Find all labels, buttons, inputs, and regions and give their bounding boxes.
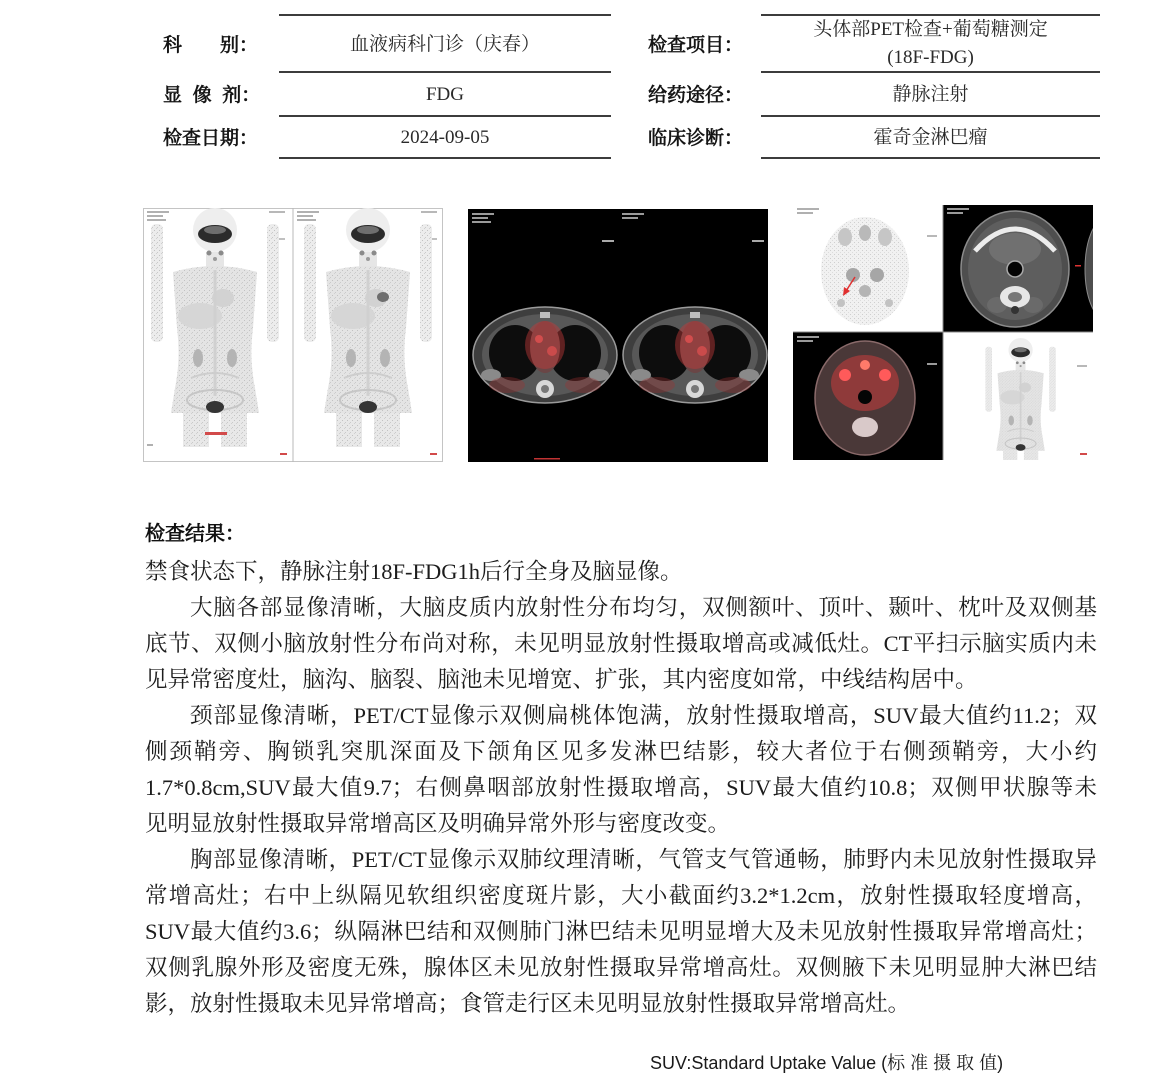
panel-scale-mark	[1077, 365, 1087, 367]
panel-caption-mark	[947, 212, 963, 214]
panel-caption-mark	[147, 211, 169, 213]
suv-footnote: SUV:Standard Uptake Value (标 准 摄 取 值)	[650, 1053, 1004, 1073]
results-line: 禁食状态下，静脉注射18F-FDG1h后行全身及脑显像。	[145, 559, 683, 584]
panel-scale-mark	[927, 235, 937, 237]
vertebra-shape	[852, 417, 878, 437]
results-line: 影，放射性摄取未见异常增高；食管走行区未见明显放射性摄取异常增高灶。	[145, 991, 911, 1016]
panel-scale-mark	[927, 363, 937, 365]
uptake-blob	[878, 228, 892, 246]
tracer-underline	[279, 115, 611, 117]
red-annotation-mark	[205, 432, 227, 435]
chest-axial-fusion-image	[468, 209, 768, 462]
exam-date-value: 2024-09-05	[400, 127, 490, 148]
route-label: 给药途径：	[648, 84, 744, 106]
results-line: 颈部显像清晰，PET/CT显像示双侧扁桃体饱满，放射性摄取增高，SUV最大值约11.2；双	[190, 703, 1097, 728]
red-corner-mark	[430, 453, 437, 455]
results-heading: 检查结果：	[145, 521, 245, 545]
exam-item-value-line-1: 头体部PET检查+葡萄糖测定	[813, 19, 1048, 40]
panel-caption-mark	[297, 219, 316, 221]
department-label: 科 别：	[163, 34, 259, 56]
results-line: 胸部显像清晰，PET/CT显像示双肺纹理清晰，气管支气管通畅，肺野内未见放射性摄取异	[190, 847, 1097, 872]
panel-caption-mark	[797, 336, 819, 338]
tracer-label: 显 像 剂：	[163, 84, 261, 106]
results-line: 大脑各部显像清晰，大脑皮质内放射性分布均匀，双侧额叶、顶叶、颞叶、枕叶及双侧基	[190, 595, 1097, 620]
exam-item-underline	[761, 71, 1100, 73]
chest-slice-left	[473, 307, 617, 403]
top-row-left-underline	[279, 14, 611, 16]
results-line: 底节、双侧小脑放射性分布尚对称，未见明显放射性摄取增高或减低灶。CT平扫示脑实质内未	[145, 631, 1097, 656]
route-value: 静脉注射	[892, 84, 969, 105]
route-underline	[761, 115, 1100, 117]
uptake-spot	[860, 360, 870, 370]
panel-caption-mark	[472, 217, 488, 219]
diagnosis-underline	[761, 157, 1100, 159]
airway-shape	[858, 390, 872, 404]
panel-scale-mark	[752, 240, 764, 242]
chest-slice-right	[623, 307, 767, 403]
red-corner-mark	[1080, 453, 1087, 455]
red-corner-mark	[280, 453, 287, 455]
panel-caption-mark	[297, 215, 313, 217]
uptake-blob	[838, 228, 852, 246]
diagnosis-value: 霍奇金淋巴瘤	[873, 127, 988, 148]
results-line: 常增高灶；右中上纵隔见软组织密度斑片影，大小截面约3.2*1.2cm，放射性摄取轻度增高，	[145, 883, 1097, 908]
panel-caption-mark	[797, 340, 813, 342]
panel-caption-mark	[147, 444, 153, 446]
uptake-blob	[837, 299, 845, 307]
red-scale-mark	[1075, 265, 1081, 267]
neck-ct-axial-panel	[943, 205, 1093, 332]
tracer-value: FDG	[425, 84, 464, 105]
panel-caption-mark	[421, 211, 437, 213]
exam-date-label: 检查日期：	[163, 127, 259, 149]
panel-caption-mark	[472, 221, 491, 223]
uptake-blob	[859, 285, 871, 297]
whole-body-mip-image	[143, 208, 443, 462]
head-neck-grid-image	[793, 205, 1093, 460]
results-line: 侧颈鞘旁、胸锁乳突肌深面及下颌角区见多发淋巴结影，较大者位于右侧颈鞘旁，大小约	[145, 739, 1097, 764]
panel-scale-mark	[602, 240, 614, 242]
airway-shape	[1007, 261, 1023, 277]
panel-caption-mark	[622, 213, 644, 215]
exam-item-label: 检查项目：	[648, 34, 744, 56]
results-line: 见异常密度灶，脑沟、脑裂、脑池未见增宽、扩张，其内密度如常，中线结构居中。	[145, 667, 978, 692]
uptake-blob	[859, 225, 871, 241]
neck-pet-axial-panel	[793, 205, 943, 332]
results-line: 双侧乳腺外形及密度无殊，腺体区未见放射性摄取异常增高灶。双侧腋下未见明显肿大淋巴结	[145, 955, 1097, 980]
diagnosis-label: 临床诊断：	[648, 127, 744, 149]
panel-caption-mark	[797, 208, 819, 210]
results-line: SUV最大值约3.6；纵隔淋巴结和双侧肺门淋巴结未见明显增大及未见放射性摄取异常增高灶；	[145, 919, 1097, 944]
mip-small-panel	[943, 332, 1093, 460]
panel-caption-mark	[147, 219, 166, 221]
focal-uptake-spot	[377, 292, 389, 302]
exam-item-value	[761, 16, 1100, 72]
department-underline	[279, 71, 611, 73]
uptake-spot	[879, 369, 891, 381]
results-body	[145, 554, 1097, 1022]
uptake-blob	[885, 299, 893, 307]
panel-caption-mark	[622, 217, 638, 219]
panel-caption-mark	[472, 213, 494, 215]
exam-item-value-line-2: (18F-FDG)	[887, 47, 974, 68]
results-line: 1.7*0.8cm,SUV最大值9.7；右侧鼻咽部放射性摄取增高，SUV最大值约10.8；双侧甲状腺等未	[145, 775, 1097, 800]
department-value: 血液病科门诊（庆春）	[349, 34, 540, 55]
panel-caption-mark	[147, 215, 163, 217]
panel-caption-mark	[269, 211, 285, 213]
uptake-blob	[870, 268, 884, 282]
neck-fusion-axial-panel	[793, 332, 943, 460]
panel-caption-mark	[947, 208, 969, 210]
red-scale-mark	[534, 458, 560, 460]
panel-caption-mark	[797, 212, 813, 214]
results-line: 见明显放射性摄取异常增高区及明确异常外形与密度改变。	[145, 811, 731, 836]
uptake-spot	[839, 369, 851, 381]
exam-date-underline	[279, 157, 611, 159]
panel-caption-mark	[297, 211, 319, 213]
